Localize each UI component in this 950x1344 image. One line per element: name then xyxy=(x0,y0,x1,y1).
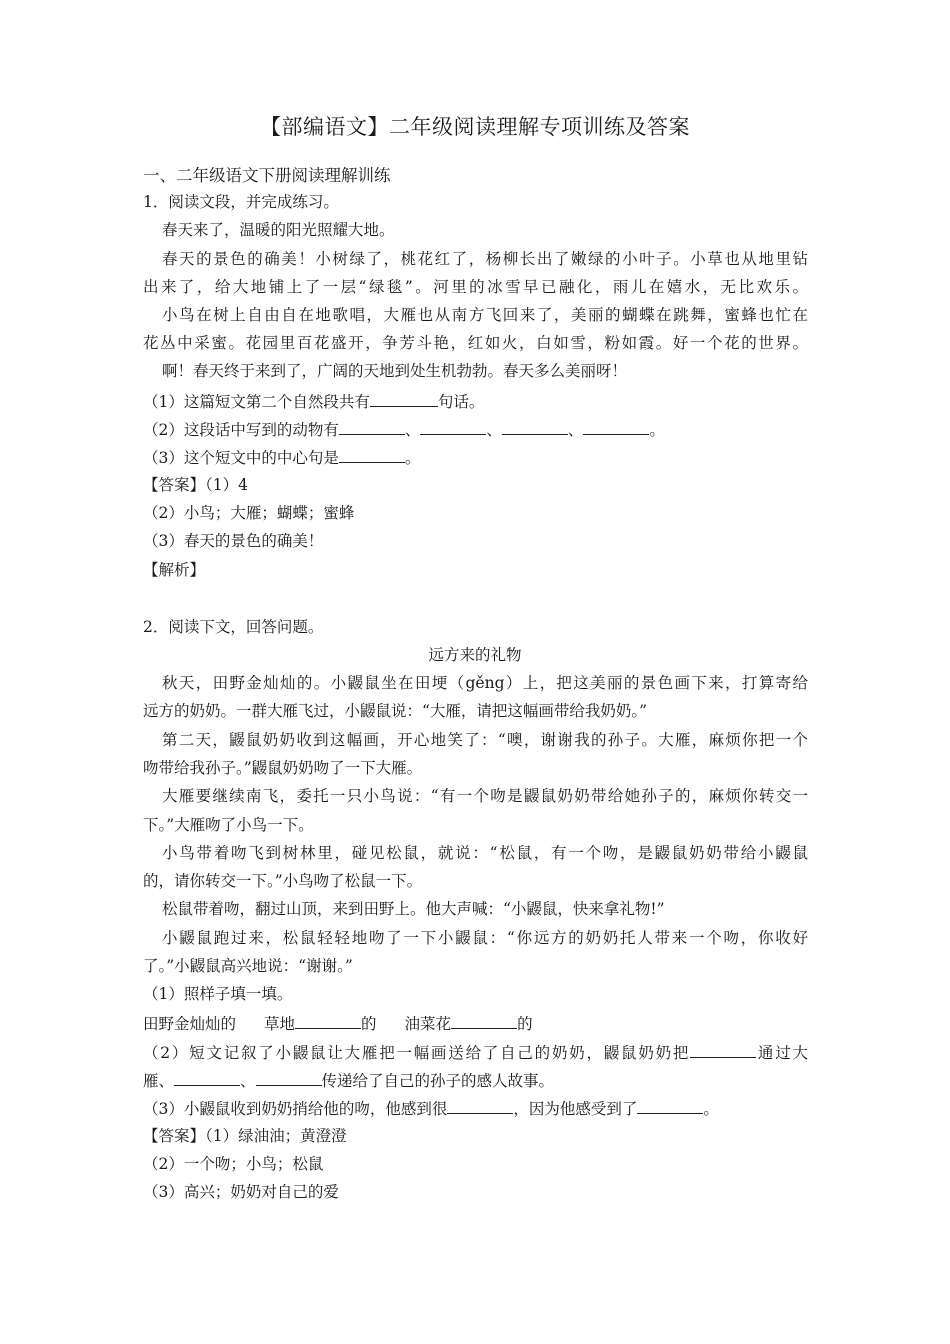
q1-analysis-label: 【解析】 xyxy=(143,561,206,579)
question-text: （3）这个短文中的中心句是 xyxy=(143,449,339,467)
separator: 、 xyxy=(486,421,502,439)
q1-passage-line: 啊！春天终于来到了，广阔的天地到处生机勃勃。春天多么美丽呀！ xyxy=(162,362,628,380)
q1-passage-line: 出来了，给大地铺上了一层“绿毯”。河里的冰雪早已融化，雨儿在嬉水，无比欢乐。 xyxy=(143,278,808,296)
q2-question-2 xyxy=(143,1041,808,1063)
answer-blank[interactable] xyxy=(339,418,405,435)
q1-passage-line: 春天的景色的确美！小树绿了，桃花红了，杨柳长出了嫩绿的小叶子。小草也从地里钻 xyxy=(162,250,808,268)
q2-passage-line: 松鼠带着吻，翻过山顶，来到田野上。他大声喊：“小鼹鼠，快来拿礼物!” xyxy=(162,900,665,918)
answer-text: （1）4 xyxy=(205,476,248,494)
answer-blank[interactable] xyxy=(451,1012,517,1029)
q1-question-1 xyxy=(143,390,808,412)
question-text: 传递给了自己的孙子的感人故事。 xyxy=(321,1072,555,1090)
q2-question-2-cont xyxy=(143,1069,808,1091)
fill-suffix: 的 xyxy=(361,1015,377,1033)
example-text: 田野金灿灿的 xyxy=(143,1015,237,1033)
punctuation: 。 xyxy=(404,449,421,467)
q2-question-1-fill xyxy=(143,1012,808,1034)
question-text: 通过大 xyxy=(756,1044,808,1062)
answer-blank[interactable] xyxy=(256,1069,322,1086)
q2-passage-line: 秋天，田野金灿灿的。小鼹鼠坐在田埂（gěng）上，把这美丽的景色画下来，打算寄给 xyxy=(162,674,808,692)
q1-answer-3: （3）春天的景色的确美！ xyxy=(143,532,324,550)
answer-blank[interactable] xyxy=(690,1041,756,1058)
q2-passage-line: 吻带给我孙子。”鼹鼠奶奶吻了一下大雁。 xyxy=(143,759,423,777)
fill-prompt: 油菜花 xyxy=(404,1015,452,1033)
q2-heading: 2．阅读下文，回答问题。 xyxy=(143,618,324,636)
question-text: （3）小鼹鼠收到奶奶捎给他的吻，他感到很 xyxy=(143,1100,448,1118)
answer-blank[interactable] xyxy=(420,418,486,435)
punctuation: 。 xyxy=(649,421,665,439)
q2-passage-line: 下。”大雁吻了小鸟一下。 xyxy=(143,816,314,834)
separator: 、 xyxy=(567,421,584,439)
q2-passage-line: 小鼹鼠跑过来，松鼠轻轻地吻了一下小鼹鼠：“你远方的奶奶托人带来一个吻，你收好 xyxy=(162,929,808,947)
fill-prompt: 草地 xyxy=(264,1015,296,1033)
q2-passage-line: 的，请你转交一下。”小鸟吻了松鼠一下。 xyxy=(143,872,423,890)
answer-label: 【答案】 xyxy=(143,476,206,494)
q1-passage-line: 花丛中采蜜。花园里百花盛开，争芳斗艳，红如火，白如雪，粉如霞。好一个花的世界。 xyxy=(143,334,808,352)
punctuation: 。 xyxy=(703,1100,719,1118)
page-title: 【部编语文】二年级阅读理解专项训练及答案 xyxy=(260,115,690,139)
q1-question-2 xyxy=(143,418,808,440)
q2-passage-line: 小鸟带着吻飞到树林里，碰见松鼠，就说：“松鼠，有一个吻，是鼹鼠奶奶带给小鼹鼠 xyxy=(162,844,808,862)
answer-blank[interactable] xyxy=(174,1069,240,1086)
q1-heading: 1．阅读文段，并完成练习。 xyxy=(143,193,339,211)
q2-question-3 xyxy=(143,1097,808,1119)
q2-answer-1 xyxy=(143,1126,808,1146)
fill-suffix: 的 xyxy=(517,1015,533,1033)
q2-passage-line: 远方的奶奶。一群大雁飞过，小鼹鼠说：“大雁，请把这幅画带给我奶奶。” xyxy=(143,702,648,720)
question-text: 句话。 xyxy=(437,393,485,411)
section-heading: 一、二年级语文下册阅读理解训练 xyxy=(143,166,391,185)
q1-answer-1 xyxy=(143,475,808,495)
answer-blank[interactable] xyxy=(339,446,405,463)
answer-blank[interactable] xyxy=(502,418,568,435)
separator: 、 xyxy=(240,1072,256,1090)
question-text: ，因为他感受到了 xyxy=(513,1100,638,1118)
q1-passage-line: 小鸟在树上自由自在地歌唱，大雁也从南方飞回来了，美丽的蝴蝶在跳舞，蜜蜂也忙在 xyxy=(162,306,808,324)
q2-question-1: （1）照样子填一填。 xyxy=(143,985,293,1003)
question-text: （1）这篇短文第二个自然段共有 xyxy=(143,393,370,411)
answer-text: （1）绿油油；黄澄澄 xyxy=(205,1127,347,1145)
answer-blank[interactable] xyxy=(637,1097,703,1114)
q1-question-3 xyxy=(143,446,808,468)
q2-passage-line: 第二天，鼹鼠奶奶收到这幅画，开心地笑了：“噢，谢谢我的孙子。大雁，麻烦你把一个 xyxy=(162,731,808,749)
question-text: （2）这段话中写到的动物有 xyxy=(143,421,339,439)
q2-passage-line: 了。”小鼹鼠高兴地说：“谢谢。” xyxy=(143,957,353,975)
q2-answer-3: （3）高兴；奶奶对自己的爱 xyxy=(143,1183,339,1201)
q1-passage-line: 春天来了，温暖的阳光照耀大地。 xyxy=(162,221,395,239)
answer-blank[interactable] xyxy=(447,1097,513,1114)
q2-passage-line: 大雁要继续南飞，委托一只小鸟说：“有一个吻是鼹鼠奶奶带给她孙子的，麻烦你转交一 xyxy=(162,787,808,805)
q1-answer-2: （2）小鸟；大雁；蝴蝶；蜜蜂 xyxy=(143,504,355,522)
question-text: 雁、 xyxy=(143,1072,175,1090)
answer-blank[interactable] xyxy=(370,390,438,407)
question-text: （2）短文记叙了小鼹鼠让大雁把一幅画送给了自己的奶奶，鼹鼠奶奶把 xyxy=(143,1044,691,1062)
q2-answer-2: （2）一个吻；小鸟；松鼠 xyxy=(143,1155,324,1173)
answer-label: 【答案】 xyxy=(143,1127,206,1145)
separator: 、 xyxy=(404,421,421,439)
story-title: 远方来的礼物 xyxy=(428,646,522,664)
answer-blank[interactable] xyxy=(295,1012,361,1029)
answer-blank[interactable] xyxy=(583,418,649,435)
